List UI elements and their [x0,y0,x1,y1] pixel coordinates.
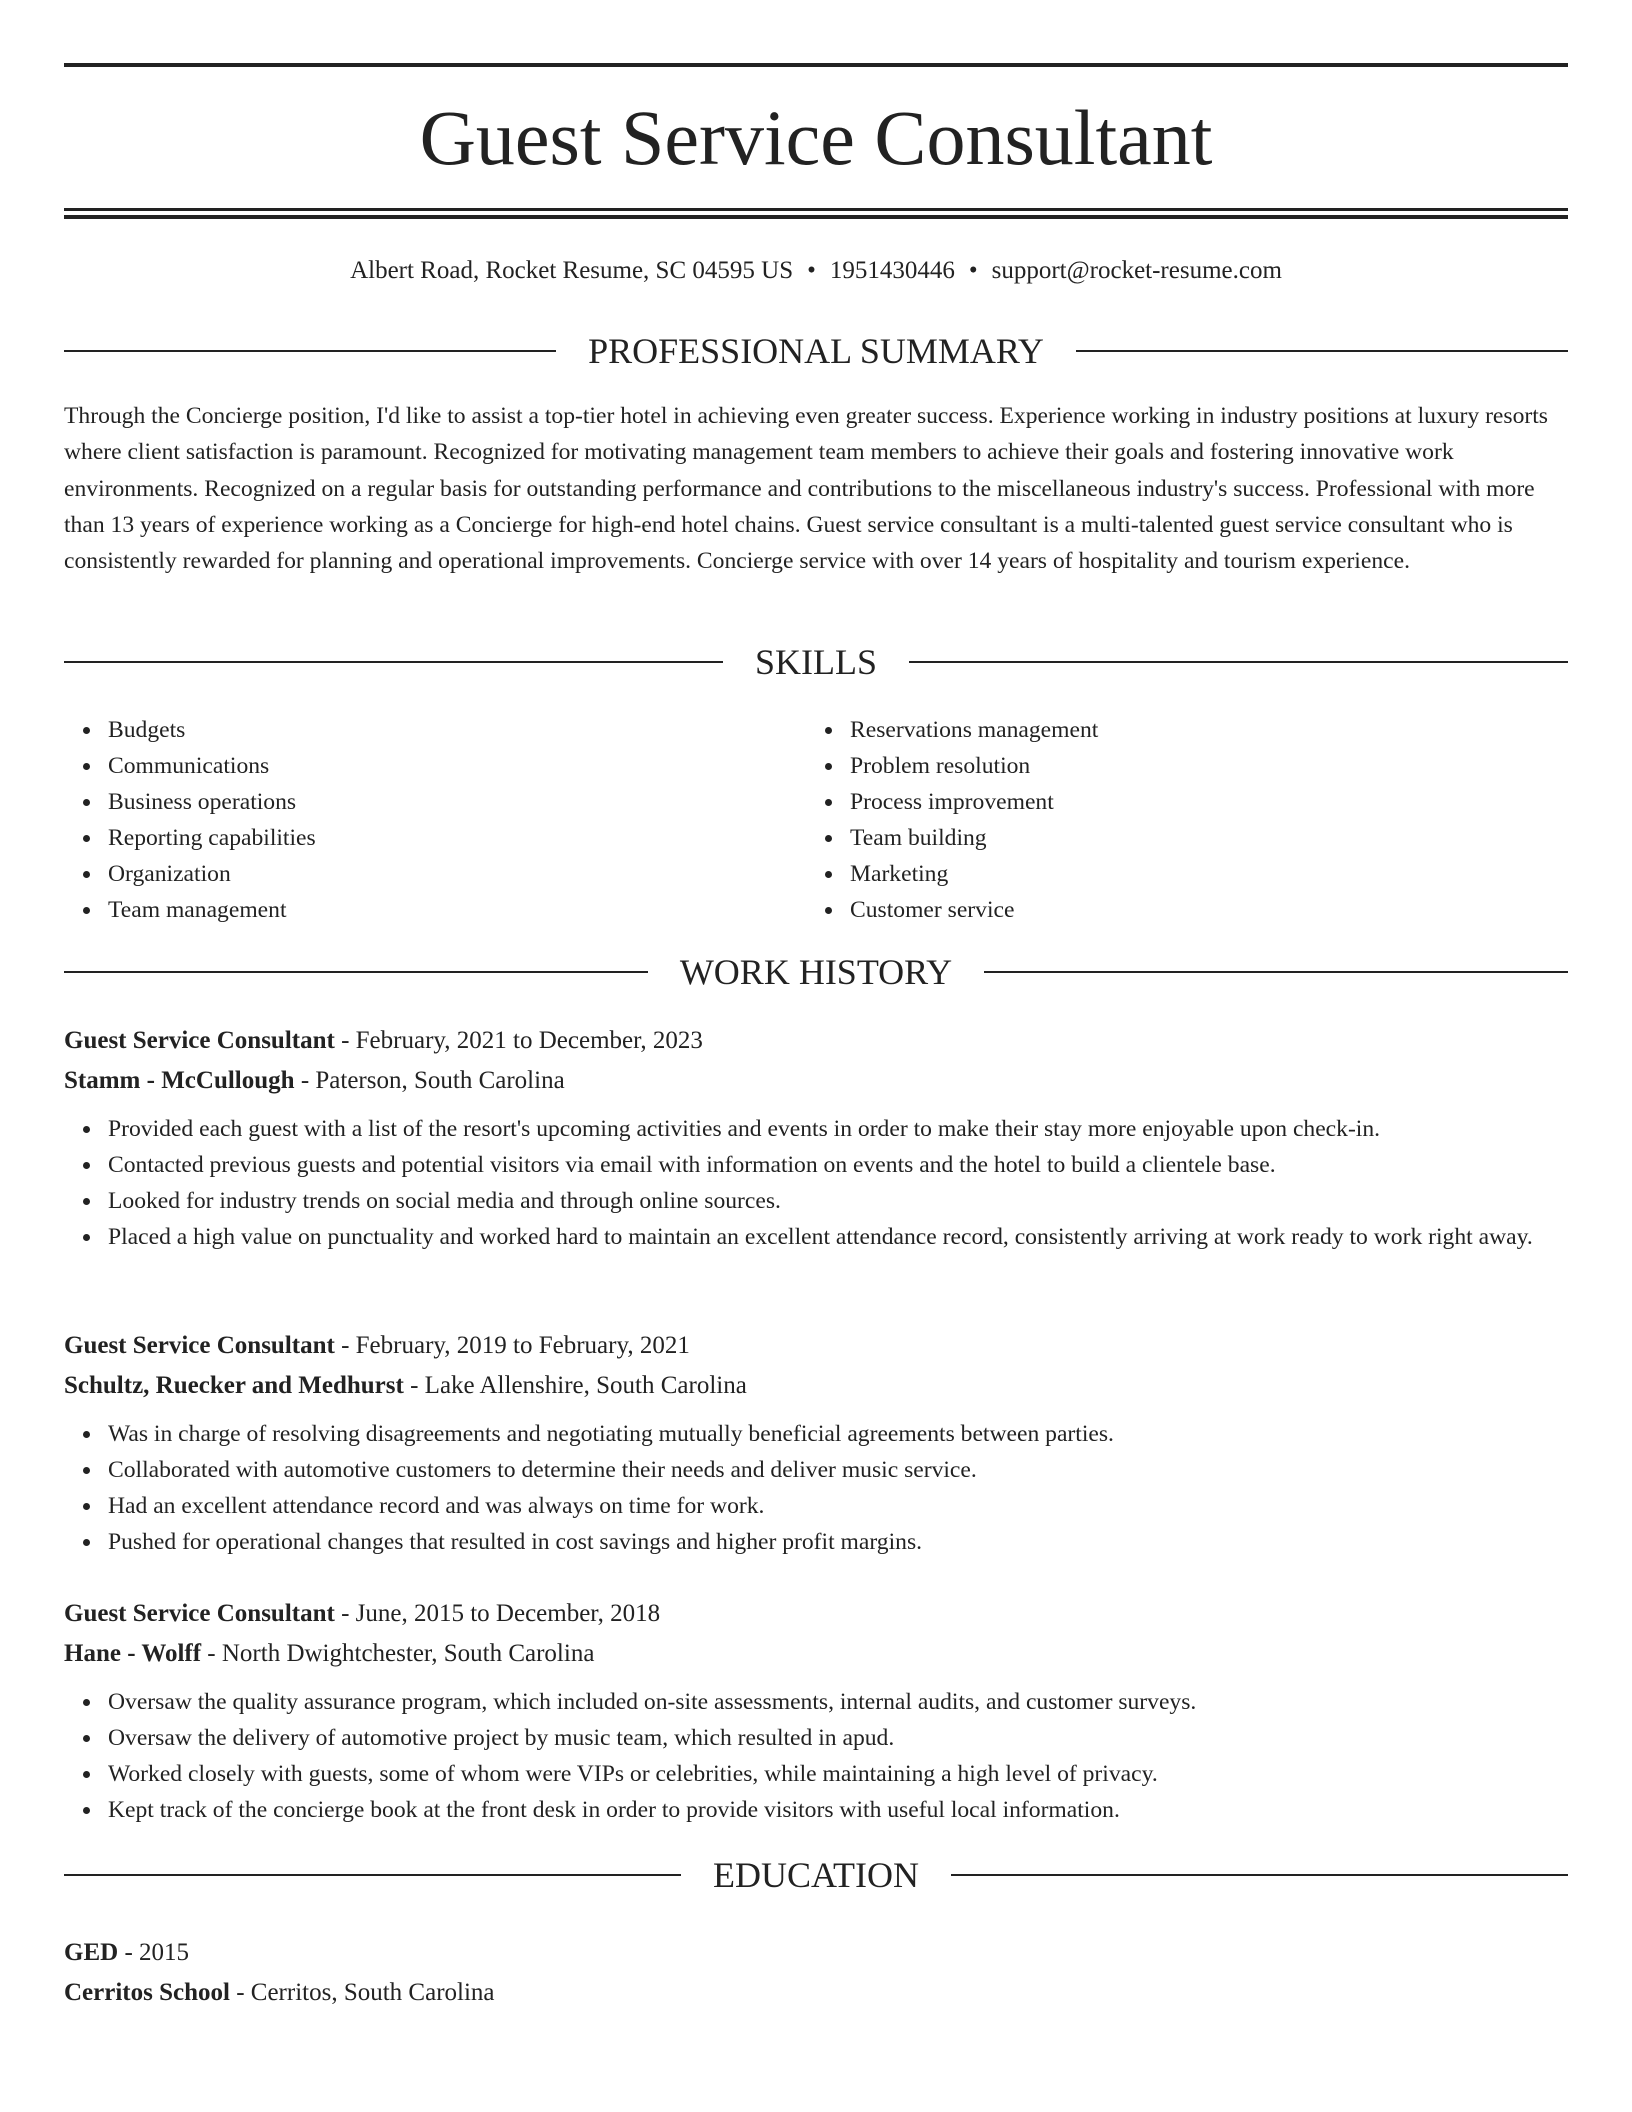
education-year: 2015 [139,1939,190,1966]
heading-rule [1076,350,1568,352]
skill-item: Team management [108,892,806,928]
contact-separator: • [968,257,978,284]
dash: - [403,1372,425,1399]
job-bullets [64,1416,1568,1560]
dash: - [334,1332,356,1359]
job-dates: June, 2015 to December, 2018 [355,1600,661,1627]
skill-item: Problem resolution [850,748,1548,784]
job-title: Guest Service Consultant [64,1332,335,1359]
resume-title: Guest Service Consultant [419,94,1213,181]
dash: - [334,1600,356,1627]
heading-label: EDUCATION [713,1855,919,1895]
job-entry [64,1021,1568,1255]
job-company-line [64,1634,1568,1674]
skills-column-right [806,712,1548,928]
dash: - [118,1939,140,1966]
skill-item: Business operations [108,784,806,820]
heading-rule [64,350,556,352]
education-school-line [64,1973,1568,2013]
skill-item: Organization [108,856,806,892]
job-company: Hane - Wolff [64,1640,202,1667]
job-bullet: Worked closely with guests, some of whom were VIPs or celebrities, while maintaining a high level of privacy. [108,1756,1568,1792]
job-title-line [64,1594,1568,1634]
job-title: Guest Service Consultant [64,1600,335,1627]
skill-item: Team building [850,820,1548,856]
section-heading-skills [64,640,1568,684]
contact-address: Albert Road, Rocket Resume, SC 04595 US [350,257,794,284]
contact-line [64,254,1568,288]
dash: - [229,1979,251,2006]
job-bullet: Had an excellent attendance record and was always on time for work. [108,1488,1568,1524]
education-location: Cerritos, South Carolina [250,1979,495,2006]
section-heading-summary [64,329,1568,373]
job-bullet: Provided each guest with a list of the resort's upcoming activities and events in order to make their stay more enjoyable upon check-in. [108,1111,1568,1147]
top-rule [64,63,1568,67]
heading-label: WORK HISTORY [679,952,953,992]
heading-label: SKILLS [755,642,878,682]
dash: - [294,1067,316,1094]
job-bullet: Looked for industry trends on social media and through online sources. [108,1183,1568,1219]
heading-rule [64,661,723,663]
section-heading-education [64,1853,1568,1897]
job-company-line [64,1366,1568,1406]
job-dates: February, 2021 to December, 2023 [355,1027,703,1054]
job-entry [64,1326,1568,1560]
job-bullet: Contacted previous guests and potential visitors via email with information on events and the hotel to build a clientele base. [108,1147,1568,1183]
contact-email: support@rocket-resume.com [991,257,1282,284]
job-bullets [64,1684,1568,1828]
heading-rule [984,971,1568,973]
job-bullet: Oversaw the quality assurance program, which included on-site assessments, internal audits, and customer surveys. [108,1684,1568,1720]
job-location: North Dwightchester, South Carolina [221,1640,595,1667]
job-bullet: Was in charge of resolving disagreements and negotiating mutually beneficial agreements between parties. [108,1416,1568,1452]
heading-rule [909,661,1568,663]
skill-item: Reporting capabilities [108,820,806,856]
dash: - [334,1027,356,1054]
job-bullet: Collaborated with automotive customers to determine their needs and deliver music service. [108,1452,1568,1488]
job-title-line [64,1326,1568,1366]
job-dates: February, 2019 to February, 2021 [355,1332,690,1359]
job-company: Stamm - McCullough [64,1067,295,1094]
contact-phone: 1951430446 [829,257,955,284]
skill-item: Budgets [108,712,806,748]
skill-item: Process improvement [850,784,1548,820]
job-location: Paterson, South Carolina [315,1067,565,1094]
heading-rule [64,971,648,973]
education-degree-line [64,1933,1568,1973]
section-heading-work-history [64,950,1568,994]
job-company: Schultz, Ruecker and Medhurst [64,1372,404,1399]
education-degree: GED [64,1939,119,1966]
heading-rule [951,1874,1568,1876]
job-bullet: Kept track of the concierge book at the front desk in order to provide visitors with useful local information. [108,1792,1568,1828]
contact-separator: • [807,257,816,284]
skill-item: Marketing [850,856,1548,892]
education-school: Cerritos School [64,1979,230,2006]
job-bullets [64,1111,1568,1255]
job-bullet: Pushed for operational changes that resulted in cost savings and higher profit margins. [108,1524,1568,1560]
skills-list [64,712,1568,928]
dash: - [201,1640,222,1667]
skill-item: Communications [108,748,806,784]
job-title-line [64,1021,1568,1061]
skills-column-left [64,712,806,928]
job-bullet: Oversaw the delivery of automotive project by music team, which resulted in apud. [108,1720,1568,1756]
job-title: Guest Service Consultant [64,1027,335,1054]
summary-text: Through the Concierge position, I'd like to assist a top-tier hotel in achieving even greater success. Experience working in industry positions at luxury resorts where client satisfaction is paramount. Recognized for motivating management team members to achieve their goals and fostering innovative work environments. Recognized on a regular basis for outstanding performance and contributions to the miscellaneous industry's success. Professional with more than 13 years of experience working as a Concierge for high-end hotel chains. Guest service consultant is a multi-talented guest service consultant who is consistently rewarded for planning and operational improvements. Concierge service with over 14 years of hospitality and tourism experience. [64,403,1548,575]
job-location: Lake Allenshire, South Carolina [424,1372,747,1399]
job-bullet: Placed a high value on punctuality and worked hard to maintain an excellent attendance record, consistently arriving at work ready to work right away. [108,1219,1568,1255]
job-company-line [64,1061,1568,1101]
skill-item: Reservations management [850,712,1548,748]
title-rule-lower [64,215,1568,219]
education-entry [64,1933,1568,2013]
title-rule-upper [64,208,1568,211]
job-entry [64,1594,1568,1828]
heading-label: PROFESSIONAL SUMMARY [588,331,1044,371]
skill-item: Customer service [850,892,1548,928]
heading-rule [64,1874,681,1876]
